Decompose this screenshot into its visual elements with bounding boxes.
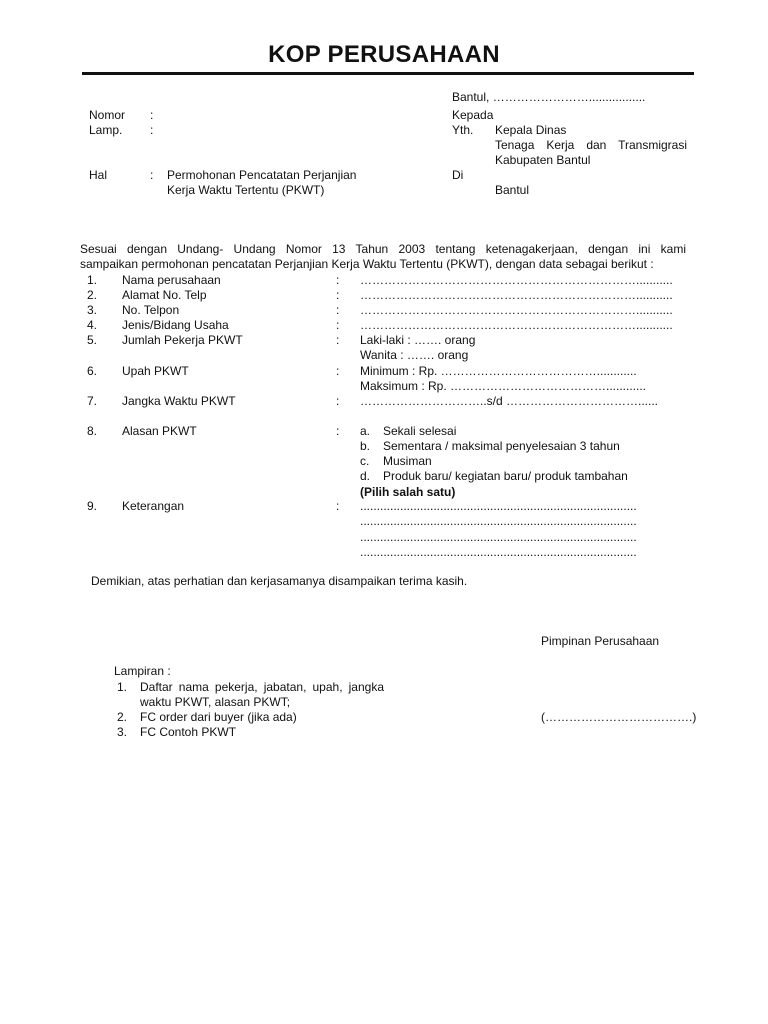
hal-subject-line2: Kerja Waktu Tertentu (PKWT)	[167, 183, 325, 197]
signature-title: Pimpinan Perusahaan	[541, 634, 660, 648]
lamp-colon: :	[150, 123, 154, 137]
recipient-city: Bantul	[495, 183, 530, 197]
attachments-title: Lampiran :	[114, 664, 171, 678]
item-colon: :	[336, 318, 340, 332]
item-colon: :	[336, 499, 340, 513]
workers-male: Laki-laki : ……. orang	[360, 333, 476, 347]
remarks-line: ...................................................................................	[360, 499, 637, 513]
fill-in-dots: ……………………………………………………………...........	[360, 303, 673, 317]
wage-maximum: Maksimum : Rp. …………………………………............	[360, 379, 647, 393]
item-number: 9.	[87, 499, 98, 513]
attachment-text: FC order dari buyer (jika ada)	[140, 710, 297, 724]
attachment-text: FC Contoh PKWT	[140, 725, 237, 739]
yth-label: Yth.	[452, 123, 474, 137]
attachment-text: waktu PKWT, alasan PKWT;	[140, 695, 291, 709]
reason-option: Musiman	[383, 454, 432, 468]
item-colon: :	[336, 333, 340, 347]
item-colon: :	[336, 394, 340, 408]
recipient-line1: Kepala Dinas	[495, 123, 567, 137]
duration-dots: …………………………..s/d ……………………………......	[360, 394, 659, 408]
item-number: 5.	[87, 333, 98, 347]
item-label-telpon: No. Telpon	[122, 303, 180, 317]
hal-colon: :	[150, 168, 154, 182]
item-colon: :	[336, 288, 340, 302]
item-colon: :	[336, 424, 340, 438]
hal-label: Hal	[89, 168, 108, 182]
intro-line2: sampaikan permohonan pencatatan Perjanjian Kerja Waktu Tertentu (PKWT), dengan data sebagai berikut :	[80, 257, 654, 271]
item-label-keterangan: Keterangan	[122, 499, 185, 513]
di-label: Di	[452, 168, 464, 182]
attachment-number: 3.	[117, 725, 128, 739]
nomor-colon: :	[150, 108, 154, 122]
reason-letter: a.	[360, 424, 371, 438]
attachment-text: Daftar nama pekerja, jabatan, upah, jangka	[140, 680, 384, 694]
choose-one-note: (Pilih salah satu)	[360, 485, 456, 499]
item-number: 1.	[87, 273, 98, 287]
remarks-line: ...................................................................................	[360, 545, 637, 559]
item-label-jumlah-pekerja: Jumlah Pekerja PKWT	[122, 333, 243, 347]
fill-in-dots: ……………………………………………………………...........	[360, 288, 673, 302]
item-number: 8.	[87, 424, 98, 438]
closing-sentence: Demikian, atas perhatian dan kerjasamanya disampaikan terima kasih.	[91, 574, 468, 588]
item-label-alamat: Alamat No. Telp	[122, 288, 207, 302]
item-number: 4.	[87, 318, 98, 332]
reason-letter: b.	[360, 439, 371, 453]
item-label-nama-perusahaan: Nama perusahaan	[122, 273, 221, 287]
wage-minimum: Minimum : Rp. …………………………………............	[360, 364, 637, 378]
intro-line1: Sesuai dengan Undang- Undang Nomor 13 Tahun 2003 tentang ketenagakerjaan, dengan ini kami	[80, 242, 686, 256]
fill-in-dots: ……………………………………………………………...........	[360, 318, 673, 332]
kepada-label: Kepada	[452, 108, 494, 122]
item-number: 3.	[87, 303, 98, 317]
remarks-line: ...................................................................................	[360, 514, 637, 528]
item-colon: :	[336, 364, 340, 378]
recipient-line2: Tenaga Kerja dan Transmigrasi	[495, 138, 687, 152]
letterhead-title: KOP PERUSAHAAN	[268, 41, 500, 68]
item-label-jangka-waktu: Jangka Waktu PKWT	[122, 394, 236, 408]
recipient-line3: Kabupaten Bantul	[495, 153, 591, 167]
workers-female: Wanita : ……. orang	[360, 348, 469, 362]
item-number: 6.	[87, 364, 98, 378]
item-label-alasan: Alasan PKWT	[122, 424, 197, 438]
item-label-upah: Upah PKWT	[122, 364, 189, 378]
nomor-label: Nomor	[89, 108, 126, 122]
attachment-number: 1.	[117, 680, 128, 694]
place-date: Bantul, …………………….................	[452, 90, 646, 104]
item-colon: :	[336, 273, 340, 287]
remarks-line: ...................................................................................	[360, 530, 637, 544]
lamp-label: Lamp.	[89, 123, 123, 137]
fill-in-dots: ……………………………………………………………...........	[360, 273, 673, 287]
reason-option: Sekali selesai	[383, 424, 457, 438]
signature-name-blank: (……………………………….)	[541, 710, 697, 724]
item-number: 2.	[87, 288, 98, 302]
item-colon: :	[336, 303, 340, 317]
item-label-jenis-usaha: Jenis/Bidang Usaha	[122, 318, 229, 332]
item-number: 7.	[87, 394, 98, 408]
reason-option: Produk baru/ kegiatan baru/ produk tambahan	[383, 469, 628, 483]
letterhead-divider	[82, 72, 694, 75]
reason-letter: d.	[360, 469, 371, 483]
attachment-number: 2.	[117, 710, 128, 724]
hal-subject-line1: Permohonan Pencatatan Perjanjian	[167, 168, 357, 182]
reason-option: Sementara / maksimal penyelesaian 3 tahun	[383, 439, 620, 453]
reason-letter: c.	[360, 454, 370, 468]
